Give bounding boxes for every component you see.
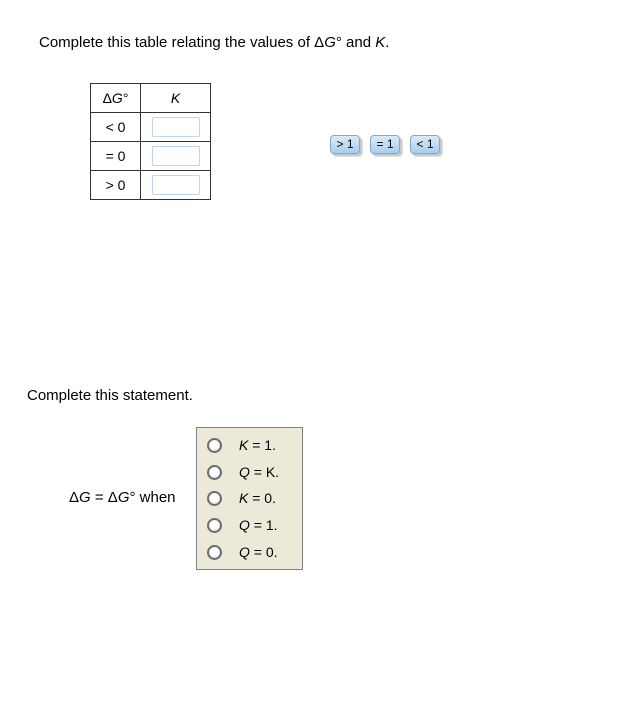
instructions-g-symbol: G (324, 34, 336, 51)
delta-g-k-table (90, 83, 211, 200)
option-label: Q = 1. (239, 517, 278, 533)
k-drop-target-equals-zero[interactable] (152, 146, 200, 166)
row-label-equals-zero: = 0 (91, 142, 141, 171)
statement-options-box (196, 427, 303, 570)
row-label-less-than-zero: < 0 (91, 113, 141, 142)
chip-greater-than-one[interactable]: > 1 (330, 135, 360, 154)
statement-instructions: Complete this statement. (27, 387, 193, 404)
chip-less-than-one[interactable]: < 1 (410, 135, 440, 154)
instructions-degree-and: ° and (335, 34, 376, 51)
answer-chip-bank (330, 135, 440, 154)
table-header-row (91, 84, 211, 113)
header-k: K (141, 84, 211, 113)
k-drop-target-greater-than-zero[interactable] (152, 175, 200, 195)
radio-button-icon[interactable] (207, 545, 222, 560)
option-label: Q = 0. (239, 544, 278, 560)
option-q-equals-k[interactable] (207, 461, 279, 483)
chip-equals-one[interactable]: = 1 (370, 135, 400, 154)
row-label-greater-than-zero: > 0 (91, 171, 141, 200)
instructions-k-symbol: K (375, 34, 386, 51)
radio-button-icon[interactable] (207, 465, 222, 480)
table-row (91, 142, 211, 171)
drop-cell (141, 113, 211, 142)
drop-cell (141, 142, 211, 171)
option-label: K = 0. (239, 490, 276, 506)
drop-cell (141, 171, 211, 200)
option-k-equals-1[interactable] (207, 434, 276, 456)
instructions-text: Complete this table relating the values of Δ (39, 34, 325, 51)
radio-button-icon[interactable] (207, 518, 222, 533)
option-label: Q = K. (239, 464, 280, 480)
k-drop-target-less-than-zero[interactable] (152, 117, 200, 137)
table-instructions (39, 34, 389, 51)
instructions-period: . (385, 34, 390, 51)
statement-text: ΔG = ΔG° when (69, 489, 176, 506)
table-row (91, 171, 211, 200)
option-k-equals-0[interactable] (207, 487, 276, 509)
header-delta-g: ΔG° (91, 84, 141, 113)
option-q-equals-0[interactable] (207, 541, 278, 563)
radio-button-icon[interactable] (207, 438, 222, 453)
radio-button-icon[interactable] (207, 491, 222, 506)
option-q-equals-1[interactable] (207, 514, 278, 536)
option-label: K = 1. (239, 437, 276, 453)
table-row (91, 113, 211, 142)
